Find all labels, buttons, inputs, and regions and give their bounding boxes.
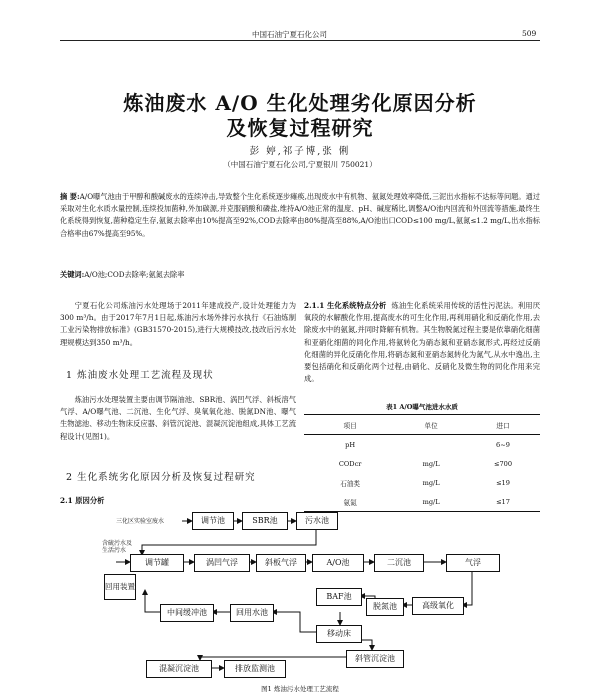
vortex-float-box: 涡凹气浮	[194, 554, 250, 572]
section-2-title: 2 生化系统劣化原因分析及恢复过程研究	[66, 472, 256, 483]
regulate-pool-box: 调节池	[192, 512, 234, 530]
subsection-2-1-1: 2.1.1 生化系统特点分析	[304, 301, 387, 310]
return-water-box: 回用水池	[230, 604, 274, 622]
keywords-text: A/O池;COD去除率;氨氮去除率	[84, 270, 185, 279]
denitrify-pool-box: 脱氮池	[366, 598, 404, 616]
right-text: 炼油生化系统采用传统的活性污泥法。利用厌氧段的水解酸化作用,提高废水的可生化作用,再利用硝化和反硝化作用,去除废水中的氨氮,并同时降解有机物。其生物脱氮过程主要是依靠硝化细菌和亚硝化细菌的同化作用,将氨转化为硝态氮和亚硝态氮形式,再经过反硝化细菌的异化反硝化作用,将硝态氮和亚硝态氮转化为氮气,从水中逸出,主要包括硝化和反硝化两个过程,由硝化、反硝化及微生物的同化作用来完成。	[304, 301, 540, 384]
advanced-oxidation-box: 高级氧化	[412, 597, 464, 615]
regulate-tank-box: 调节罐	[130, 554, 184, 572]
mid-buffer-box: 中间缓冲池	[160, 604, 214, 622]
table-cell: 石油类	[340, 479, 361, 488]
plate-float-box: 斜板气浮	[256, 554, 306, 572]
authors: 彭 婷,祁子博,张 俐	[249, 146, 351, 157]
table-header: 项目	[304, 415, 396, 435]
table-cell: mg/L	[422, 459, 440, 468]
baf-pool-box: BAF池	[316, 588, 362, 606]
table-cell: pH	[345, 440, 356, 449]
table-cell: ≤700	[493, 459, 513, 468]
moving-bed-box: 移动床	[316, 625, 362, 643]
subsection-2-1: 2.1 原因分析	[60, 496, 105, 505]
sbr-pool-box: SBR池	[242, 512, 288, 530]
section-1-text: 炼油污水处理装置主要由调节隔油池、SBR池、涡凹气浮、斜板溶气气浮、A/O曝气池、二沉池、生化气浮、臭氧氧化池、脱氮DN池、曝气生物滤池、移动生物床反应器、斜管沉淀池、混凝沉淀池组成,具体工艺流程设计(见图1)。	[60, 395, 296, 441]
table-cell: ≤19	[496, 478, 510, 487]
abstract-label: 摘 要:	[60, 192, 80, 201]
journal-header: 中国石油宁夏石化公司	[252, 30, 327, 39]
affiliation: （中国石油宁夏石化公司,宁夏银川 750021）	[223, 160, 377, 169]
table-cell: mg/L	[396, 492, 466, 512]
input-label-1: 三化区实验室废水	[116, 518, 165, 525]
table-header: 进口	[466, 415, 540, 435]
table-cell: mg/L	[422, 478, 440, 487]
coagulation-settle-box: 混凝沉淀池	[146, 660, 212, 678]
abstract-text: A/O曝气池由于甲醇和酸碱废水的连续冲击,导致整个生化系统逐步瘫痪,出现废水中有机物、氨氮处理效率降低,三泥出水指标不达标等问题。通过采取对生化水质水量控制,连续投加菌种,外加碳源,并克服硝酸和磷盐,维持A/O池正常的温度、pH、碱度稀比,调整A/O池内回流和外回流等措施,最终生化系统得到恢复,菌种稳定生存,氨氮去除率由10%提高至92%,COD去除率由80%提高至88%,A/O池出口COD≤100 mg/L,氨氮≤1.2 mg/L,出水指标合格率由67%提高至95%。	[60, 192, 540, 238]
figure-caption: 图1 炼油污水处理工艺流程	[261, 685, 339, 693]
section-1-title: 1 炼油废水处理工艺流程及现状	[66, 370, 214, 381]
arrow	[142, 530, 316, 555]
wastewater-pool-box: 污水池	[296, 512, 338, 530]
keywords-label: 关键词:	[60, 270, 85, 279]
reuse-unit-box: 回用装置	[104, 574, 136, 600]
input-label-2: 含硫污水及生活污水	[102, 540, 133, 554]
secondary-settle-box: 二沉池	[374, 554, 424, 572]
discharge-monitor-box: 排放监测池	[224, 660, 286, 678]
ao-pool-box: A/O池	[312, 554, 364, 572]
tube-settler-box: 斜管沉淀池	[346, 650, 404, 668]
table-cell: 氨氮	[304, 492, 396, 512]
table-header: 单位	[396, 415, 466, 435]
arrow	[145, 590, 160, 612]
intro-paragraph: 宁夏石化公司炼油污水处理场于2011年建成投产,设计处理能力为300 m³/h。由于2017年7月1日起,炼油污水场外排污水执行《石油炼制工业污染物排放标准》(GB31570-2015),进行大规模技改,技改后污水处理规模达到350 m³/h。	[60, 301, 296, 347]
bio-float-box: 气浮	[446, 554, 500, 572]
table-cell: ≤17	[466, 492, 540, 512]
table-caption: 表1 A/O曝气池进水水质	[386, 403, 458, 411]
page-number: 509	[522, 29, 537, 38]
title-line-1: 炼油废水 A/O 生化处理劣化原因分析	[123, 91, 477, 115]
title-line-2: 及恢复过程研究	[226, 116, 374, 140]
table-cell: CODcr	[338, 459, 362, 468]
arrow	[272, 612, 316, 632]
table-cell: 6~9	[496, 440, 510, 449]
